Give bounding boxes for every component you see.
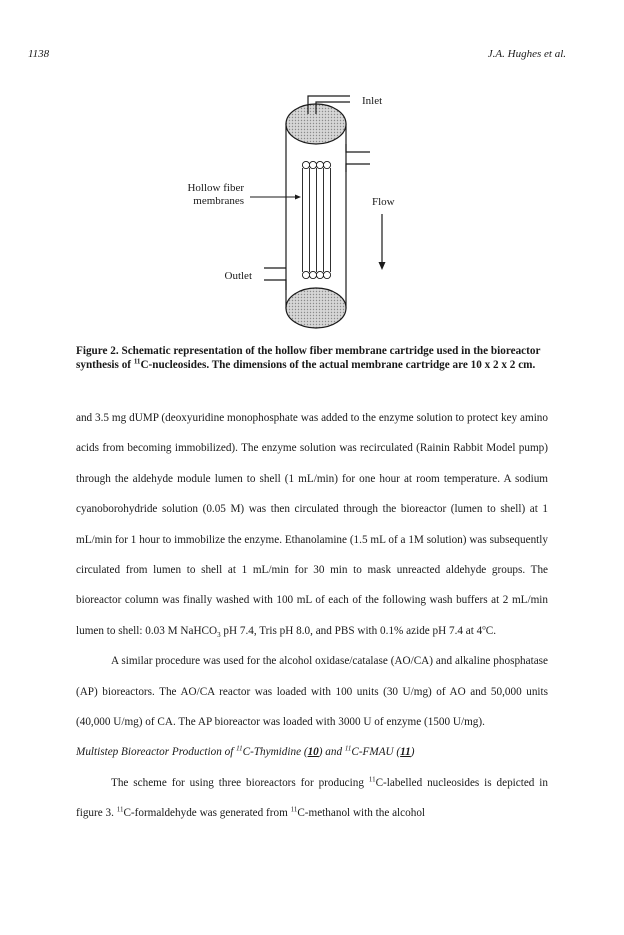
outlet-label: Outlet [224, 270, 252, 282]
hollow-fiber-label-line1: Hollow fiber [187, 182, 244, 194]
page-number: 1138 [28, 48, 50, 60]
paragraph-2: A similar procedure was used for the alcohol oxidase/catalase (AO/CA) and alkaline phosphatase (AP) bioreactors. The AO/CA reactor was loaded with 100 units (30 U/mg) of AO and 50,000 units (40,000 U/mg) of CA. The AP bioreactor was loaded with 3000 U of enzyme (1500 U/mg). [76, 655, 548, 729]
cartridge-bottom-cap [286, 288, 346, 328]
cartridge-diagram [0, 80, 624, 340]
inlet-label: Inlet [362, 95, 383, 107]
cartridge-body [286, 124, 346, 308]
hollow-fiber-label-line2: membranes [193, 195, 244, 207]
paragraph-1: and 3.5 mg dUMP (deoxyuridine monophosphate was added to the enzyme solution to protect key amino acids from becoming immobilized). The enzyme solution was recirculated (Rainin Rabbit Model pump) through the aldehyde module lumen to shell (1 mL/min) for one hour at room temperature. A sodium cyanoborohydride solution (0.05 M) was then circulated through the bioreactor (lumen to shell) at 1 mL/min for 1 hour to immobilize the enzyme. Ethanolamine (1.5 mL of a 1M solution) was subsequently circulated from lumen to shell at 1 mL/min for 30 min to mask unreacted aldehyde groups. The bioreactor column was finally washed with 100 mL of each of the following wash buffers at 2 mL/min lumen to shell: 0.03 M NaHCO$_3$ pH 7.4, Tris pH 8.0, and PBS with 0.1% azide pH 7.4 at 4$^o$C. [76, 412, 548, 640]
running-head: J.A. Hughes et al. [487, 48, 566, 60]
body-text [76, 403, 548, 829]
flow-label: Flow [372, 196, 395, 208]
figure-caption: Figure 2. Schematic representation of the hollow fiber membrane cartridge used in the bioreactor synthesis of $^{11}$C-nucleosides. The dimensions of the actual membrane cartridge are 10 x 2 x 2 cm. [76, 345, 541, 371]
section-subheading: Multistep Bioreactor Production of $^{11}$C-Thymidine (10) and $^{11}$C-FMAU (11) [76, 744, 415, 759]
side-port [346, 144, 370, 152]
compound-ref-10: 10 [307, 746, 319, 759]
compound-ref-11: 11 [400, 746, 411, 759]
paragraph-3: The scheme for using three bioreactors for producing $^{11}$C-labelled nucleosides is depicted in figure 3. $^{11}$C-formaldehyde was generated from $^{11}$C-methanol with the alcohol [76, 775, 548, 820]
